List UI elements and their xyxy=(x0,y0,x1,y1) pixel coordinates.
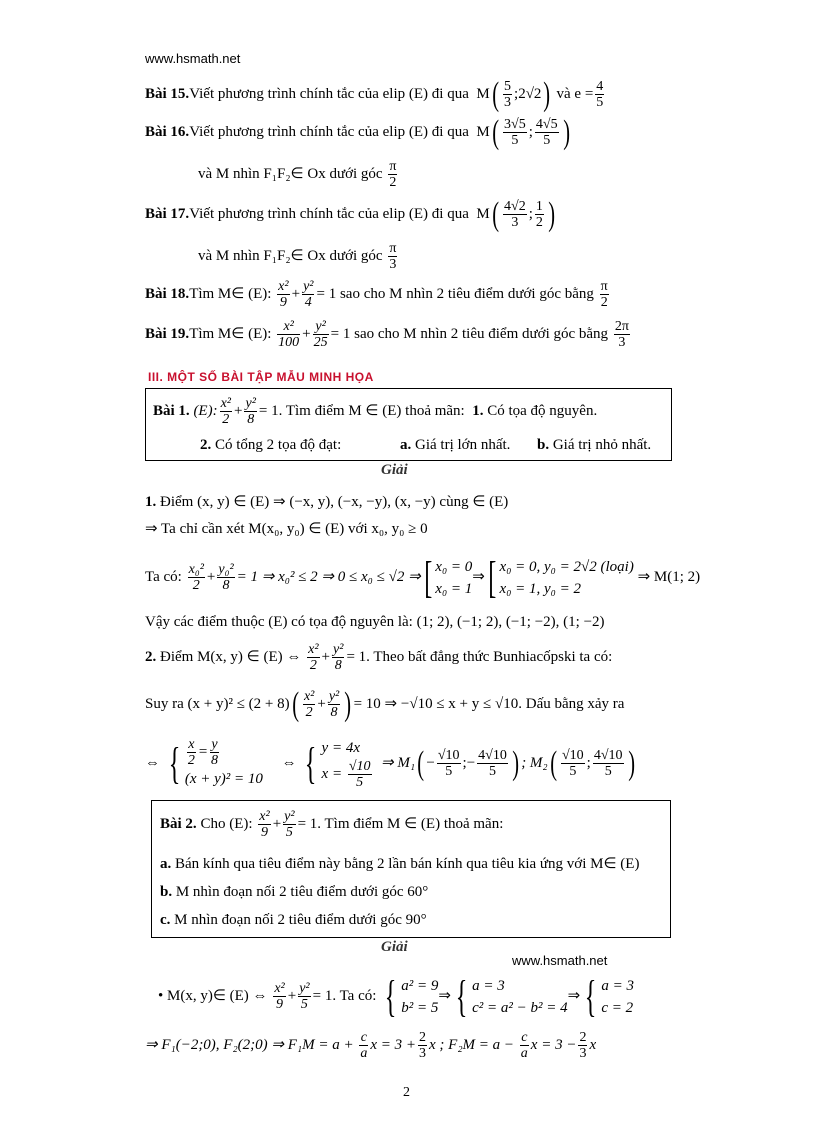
point-label: M xyxy=(476,124,490,140)
part-label: 1. xyxy=(145,494,157,510)
fraction: $\frac{\text{y²}}{8}$ xyxy=(328,689,340,721)
solution-text: Ta có: xyxy=(145,569,182,585)
fraction: $\frac{\text{x²}}{9}$ xyxy=(278,279,289,311)
exercise-text: Tìm M∈ (E): xyxy=(189,286,272,302)
part-text: Có tổng 2 tọa độ đạt: xyxy=(215,437,342,453)
point-label: M xyxy=(476,86,490,102)
sol1-line5: 2. Điểm M(x, y) ∈ (E) ⇔ $\frac{\text{x²}}{2}$ + $\frac{\text{y²}}{8}$ = 1. Theo bất đẳng thức Bunhiacốpski ta có: xyxy=(145,642,613,674)
fraction: $\frac{4}{5}$ xyxy=(596,79,604,111)
part-label: 2. xyxy=(200,437,212,453)
sol1-line2: ⇒ Ta chỉ cần xét M(x₀, y₀) ∈ (E) với x₀, y₀ ≥ 0 xyxy=(145,521,428,537)
solution-text: . Dấu bằng xảy ra xyxy=(518,696,625,712)
fraction: $\frac{5}{3}$ xyxy=(504,79,512,111)
exercise-17-line2 xyxy=(198,238,399,274)
option-label: a. xyxy=(400,437,412,453)
solution-math: = 1 ⇒ x₀² ≤ 2 ⇒ 0 ≤ x₀ ≤ √2 ⇒ xyxy=(236,569,421,585)
exercise-17: Bài 17.Viết phương trình chính tắc của elip (E) đi qua M( $\frac{4√2}{3}$ ; $\frac{1}{2}$ ) xyxy=(145,195,555,233)
part-label: a. xyxy=(160,856,172,872)
fraction: $\frac{\text{x²}}{100}$ xyxy=(278,319,300,351)
coord-y: 2√2 xyxy=(518,86,542,102)
option-label: b. xyxy=(537,437,550,453)
exercise-19: Bài 19.Tìm M∈ (E): $\frac{\text{x²}}{100}$ + $\frac{\text{y²}}{25}$ = 1 sao cho M nhìn 2 tiêu điểm dưới góc bằng $\frac{2\pi}{3}$ xyxy=(145,319,629,351)
equals: = 1 xyxy=(316,286,337,302)
exercise-18: Bài 18.Tìm M∈ (E): $\frac{\text{x²}}{9}$ + $\frac{\text{y²}}{4}$ = 1 sao cho M nhìn 2 tiêu điểm dưới góc bằng $\frac{\pi}{2}$ xyxy=(145,279,608,311)
equation-system: $\frac{x}{2}$ = $\frac{y}{8}$ (x + y)² = 10 xyxy=(184,737,263,788)
exercise-label: Bài 18. xyxy=(145,286,190,302)
fraction: $\frac{2\pi}{3}$ xyxy=(614,319,629,351)
header-site: www.hsmath.net xyxy=(145,51,241,66)
watermark-site: www.hsmath.net xyxy=(512,953,608,968)
solution-text: Suy ra (x + y)² ≤ (2 + 8) xyxy=(145,696,290,712)
solution-heading: Giải xyxy=(381,939,408,955)
condition: và M nhìn F₁F₂∈ Ox dưới góc xyxy=(198,166,383,182)
bai2-line1: Bài 2. Cho (E): $\frac{\text{x²}}{9}$ + $\frac{\text{y²}}{5}$ = 1. Tìm điểm M ∈ (E) thoả mãn: xyxy=(160,809,504,841)
solution-math: x = 3 + xyxy=(370,1037,417,1053)
fraction: $\frac{\text{x²}}{9}$ xyxy=(259,809,270,841)
exercise-label: Bài 19. xyxy=(145,326,190,342)
exercise-16: Bài 16.Viết phương trình chính tắc của elip (E) đi qua M( $\frac{3√5}{5}$ ; $\frac{4√5}{5}$ ) xyxy=(145,113,570,151)
solution-heading: Giải xyxy=(381,462,408,478)
equals: = 1 xyxy=(330,326,351,342)
fraction: $\frac{\text{y²}}{25}$ xyxy=(313,319,328,351)
solution-math: x xyxy=(589,1037,597,1053)
equals: = 1 xyxy=(258,403,279,419)
sol2-line2 xyxy=(145,1025,596,1065)
condition: và e = xyxy=(556,86,594,102)
solution-math: = 10 ⇒ −√10 ≤ x + y ≤ √10 xyxy=(353,696,519,712)
exercise-text: Tìm M∈ (E): xyxy=(189,326,272,342)
point-m1: ⇒ M₁ xyxy=(381,755,416,771)
option-text: Giá trị lớn nhất. xyxy=(415,437,511,453)
fraction: $\frac{\text{y²}}{8}$ xyxy=(333,642,344,674)
bai1-line2 xyxy=(200,435,341,455)
solution-math: x = 3 − xyxy=(530,1037,577,1053)
fraction: $\frac{c}{a}$ xyxy=(360,1030,368,1062)
fraction: $\frac{\text{x²}}{2}$ xyxy=(220,396,232,428)
page-number: 2 xyxy=(403,1085,410,1100)
part-text: Có tọa độ nguyên. xyxy=(487,403,598,419)
part-label: 2. xyxy=(145,649,157,665)
part-label: b. xyxy=(160,884,173,900)
fraction: $\frac{\text{x²}}{9}$ xyxy=(274,981,285,1013)
exercise-text: Viết phương trình chính tắc của elip (E) đi qua xyxy=(189,86,469,102)
equation-system: a² = 9 b² = 5 xyxy=(401,977,439,1016)
part-text: Bán kính qua tiêu điểm này bằng 2 lần bán kính qua tiêu kia ứng với M∈ (E) xyxy=(175,856,640,872)
problem-label: Bài 1. xyxy=(153,403,190,419)
solution-text: = 1. Theo bất đẳng thức Bunhiacốpski ta có: xyxy=(346,649,613,665)
solution-math: ⇒ F₁(−2;0), F₂(2;0) ⇒ F₁M = a + xyxy=(145,1037,354,1053)
fraction: $\frac{1}{2}$ xyxy=(535,199,543,231)
condition: và M nhìn F₁F₂∈ Ox dưới góc xyxy=(198,248,383,264)
exercise-label: Bài 15. xyxy=(145,86,190,102)
part-label: c. xyxy=(160,912,171,928)
solution-math: x ; F₂M = a − xyxy=(429,1037,515,1053)
exercise-text: sao cho M nhìn 2 tiêu điểm dưới góc bằng xyxy=(339,286,594,302)
sol1-line7: ⇔ { $\frac{x}{2}$ = $\frac{y}{8}$ (x + y)² = 10 ⇔ { y = 4x x = $\frac{√10}{5}$ ⇒ M₁( − $\frac{√10}{5}$ ;− $\frac{4√10}{5}$ ) ; M₂( $\frac{√10}{5}$ ; $\frac{4√10}{5}$ ) xyxy=(145,737,635,791)
exercise-text: sao cho M nhìn 2 tiêu điểm dưới góc bằng xyxy=(354,326,609,342)
problem-text: Cho (E): xyxy=(200,816,253,832)
fraction: $\frac{\text{x²}}{2}$ xyxy=(303,689,315,721)
point-label: M xyxy=(476,206,490,222)
bai2-part-c xyxy=(160,910,427,930)
bai2-part-b xyxy=(160,882,428,902)
fraction: $\frac{\text{x₀²}}{2}$ xyxy=(188,562,204,594)
fraction: $\frac{\text{y²}}{8}$ xyxy=(245,396,256,428)
exercise-label: Bài 17. xyxy=(145,206,190,222)
part-label: 1. xyxy=(472,403,484,419)
exercise-text: Viết phương trình chính tắc của elip (E) đi qua xyxy=(189,124,469,140)
sol1-line4: Vậy các điểm thuộc (E) có tọa độ nguyên là: (1; 2), (−1; 2), (−1; −2), (1; −2) xyxy=(145,614,605,630)
section-heading: III. MỘT SỐ BÀI TẬP MẪU MINH HỌA xyxy=(148,370,374,384)
exercise-text: Viết phương trình chính tắc của elip (E) đi qua xyxy=(189,206,469,222)
fraction: $\frac{3√5}{5}$ xyxy=(504,117,526,149)
bai1-option-b xyxy=(537,435,651,455)
fraction: $\frac{\pi}{3}$ xyxy=(389,241,397,273)
problem-text: . Tìm điểm M ∈ (E) thoả mãn: xyxy=(278,403,465,419)
case-stack: x₀ = 0 x₀ = 1 xyxy=(435,558,473,597)
problem-text: = 1. Tìm điểm M ∈ (E) thoả mãn: xyxy=(297,816,504,832)
sol1-line3: Ta có: $\frac{\text{x₀²}}{2}$ + $\frac{\text{y₀²}}{8}$ = 1 ⇒ x₀² ≤ 2 ⇒ 0 ≤ x₀ ≤ √2 ⇒[ x₀ = 0 x₀ = 1 ⇒[ x₀ = 0, y₀ = 2√2 (loại) x₀ = 1, y₀ = 2 ⇒ M(1; 2) xyxy=(145,552,701,602)
fraction: $\frac{\text{y₀²}}{8}$ xyxy=(218,562,234,594)
solution-text: • M(x, y)∈ (E) ⇔ xyxy=(158,988,268,1004)
fraction: $\frac{4√2}{3}$ xyxy=(504,199,526,231)
problem-label: Bài 2. xyxy=(160,816,197,832)
exercise-15: Bài 15.Viết phương trình chính tắc của elip (E) đi qua M( $\frac{5}{3}$ ;2√2) và e = $\frac{4}{5}$ xyxy=(145,75,604,113)
bai1-option-a xyxy=(400,435,510,455)
exercise-16-line2 xyxy=(198,156,399,192)
solution-text: = 1. Ta có: xyxy=(312,988,377,1004)
sol2-line1: • M(x, y)∈ (E) ⇔ $\frac{\text{x²}}{9}$ + $\frac{\text{y²}}{5}$ = 1. Ta có: { a² = 9 b² = 5 ⇒ { a = 3 c² = a² − b² = 4 ⇒ { a = 3 c = 2 xyxy=(158,971,634,1021)
fraction: $\frac{\pi}{2}$ xyxy=(600,279,608,311)
equation-system: a = 3 c² = a² − b² = 4 xyxy=(472,977,568,1016)
sol1-line1 xyxy=(145,492,508,512)
fraction: $\frac{\text{y²}}{4}$ xyxy=(303,279,314,311)
equation-system: y = 4x x = $\frac{√10}{5}$ xyxy=(321,740,371,791)
solution-text: Điểm (x, y) ∈ (E) ⇒ (−x, y), (−x, −y), (x, −y) cùng ∈ (E) xyxy=(160,494,509,510)
fraction: $\frac{\text{x²}}{2}$ xyxy=(308,642,319,674)
part-text: M nhìn đoạn nối 2 tiêu điểm dưới góc 60° xyxy=(175,884,429,900)
solution-text: Điểm M(x, y) ∈ (E) ⇔ xyxy=(160,649,302,665)
bai1-line1: Bài 1. (E): $\frac{\text{x²}}{2}$ + $\frac{\text{y²}}{8}$ = 1. Tìm điểm M ∈ (E) thoả mãn: 1. Có tọa độ nguyên. xyxy=(153,396,598,428)
exercise-label: Bài 16. xyxy=(145,124,190,140)
fraction: $\frac{4√5}{5}$ xyxy=(535,117,558,149)
solution-result: ⇒ M(1; 2) xyxy=(637,569,701,585)
fraction: $\frac{\pi}{2}$ xyxy=(389,159,397,191)
fraction: $\frac{2}{3}$ xyxy=(579,1030,587,1062)
equation-system: a = 3 c = 2 xyxy=(601,977,634,1016)
option-text: Giá trị nhỏ nhất. xyxy=(552,437,652,453)
fraction: $\frac{2}{3}$ xyxy=(419,1030,427,1062)
part-text: M nhìn đoạn nối 2 tiêu điểm dưới góc 90° xyxy=(174,912,427,928)
bai2-part-a xyxy=(160,854,639,874)
fraction: $\frac{\text{y²}}{5}$ xyxy=(299,981,310,1013)
point-m2: ; M₂ xyxy=(521,755,548,771)
fraction: $\frac{c}{a}$ xyxy=(520,1030,528,1062)
fraction: $\frac{\text{y²}}{5}$ xyxy=(284,809,295,841)
sol1-line6: Suy ra (x + y)² ≤ (2 + 8)( $\frac{\text{x²}}{2}$ + $\frac{\text{y²}}{8}$ ) = 10 ⇒ −√10 ≤ x + y ≤ √10. Dấu bằng xảy ra xyxy=(145,685,625,723)
case-stack: x₀ = 0, y₀ = 2√2 (loại) x₀ = 1, y₀ = 2 xyxy=(499,558,634,597)
ellipse-name: (E): xyxy=(193,403,218,419)
